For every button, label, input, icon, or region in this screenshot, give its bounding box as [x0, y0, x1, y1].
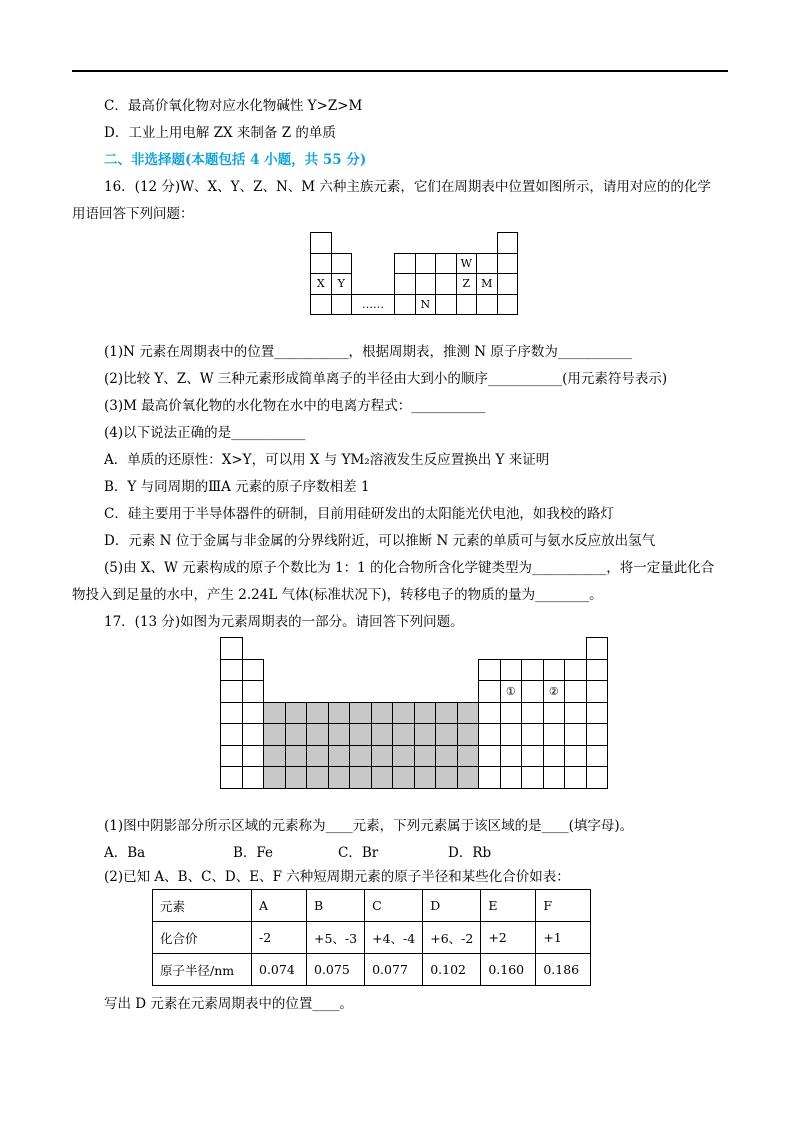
pt2-transition-cell	[392, 745, 415, 768]
pt1-cell	[497, 253, 519, 275]
pt2-cell	[543, 702, 566, 725]
pt2-cell	[500, 702, 523, 725]
pt2-transition-cell	[435, 766, 458, 789]
pt2-transition-cell	[371, 702, 394, 725]
pt2-transition-cell	[414, 745, 437, 768]
pt2-cell	[586, 745, 609, 768]
table-cell: 0.075	[307, 954, 365, 986]
pt2-transition-cell	[349, 766, 372, 789]
table-cell: B	[307, 890, 365, 922]
pt2-transition-cell	[457, 723, 480, 746]
table-cell: 0.102	[423, 954, 481, 986]
pt2-transition-cell	[349, 702, 372, 725]
pt1-cell	[476, 294, 498, 316]
pt2-transition-cell	[435, 723, 458, 746]
question-17-part1: (1)图中阴影部分所示区域的元素称为____元素，下列元素属于该区域的是____(填字母)。	[104, 818, 634, 834]
pt1-cell-x: X	[310, 273, 332, 295]
header-rule	[72, 70, 728, 72]
table-cell: E	[481, 890, 536, 922]
pt2-transition-cell	[414, 702, 437, 725]
table-cell: +5、-3	[307, 922, 365, 954]
pt2-cell	[564, 659, 587, 682]
pt2-cell	[478, 723, 501, 746]
question-16-line1: 16．(12 分)W、X、Y、Z、N、M 六种主族元素，它们在周期表中位置如图所示，请用对应的的化学	[104, 179, 711, 195]
table-row	[153, 954, 591, 986]
pt2-cell	[586, 723, 609, 746]
pt1-cell	[415, 253, 437, 275]
option-c-line: C．最高价氧化物对应水化物碱性 Y>Z>M	[104, 98, 363, 114]
pt2-cell	[586, 702, 609, 725]
pt1-transition-cell: ……	[351, 294, 395, 316]
pt1-cell-m: M	[476, 273, 498, 295]
pt2-transition-cell	[285, 745, 308, 768]
option-d-line: D．工业上用电解 ZX 来制备 Z 的单质	[104, 125, 336, 141]
pt2-cell	[543, 766, 566, 789]
pt2-cell	[478, 766, 501, 789]
pt1-cell-z: Z	[456, 273, 478, 295]
question-16-part4: (4)以下说法正确的是___________	[104, 425, 306, 441]
pt2-transition-cell	[371, 745, 394, 768]
table-cell: +1	[536, 922, 591, 954]
choice-a: A．Ba	[104, 845, 146, 861]
table-cell: F	[536, 890, 591, 922]
pt2-transition-cell	[435, 702, 458, 725]
table-cell: +2	[481, 922, 536, 954]
pt2-cell	[586, 680, 609, 703]
pt1-cell	[435, 253, 457, 275]
pt2-transition-cell	[328, 702, 351, 725]
pt2-cell	[543, 723, 566, 746]
pt1-cell	[394, 273, 416, 295]
pt2-cell	[543, 745, 566, 768]
table-cell: 0.077	[365, 954, 423, 986]
pt2-transition-cell	[328, 766, 351, 789]
element-data-table	[152, 889, 591, 986]
pt2-cell	[521, 659, 544, 682]
table-cell: -2	[252, 922, 307, 954]
question-16-line2: 用语回答下列问题：	[72, 206, 194, 222]
pt2-cell	[521, 680, 544, 703]
pt2-cell	[220, 637, 243, 660]
pt2-cell	[543, 659, 566, 682]
pt2-transition-cell	[392, 766, 415, 789]
table-cell: C	[365, 890, 423, 922]
pt2-transition-cell	[285, 766, 308, 789]
pt2-cell	[242, 723, 265, 746]
pt1-cell	[497, 232, 519, 254]
pt2-transition-cell	[306, 723, 329, 746]
pt2-transition-cell	[435, 745, 458, 768]
question-16-part2: (2)比较 Y、Z、W 三种元素形成简单离子的半径由大到小的顺序___________(用元素符号表示)	[104, 371, 668, 387]
row-header-cell: 原子半径/nm	[153, 954, 252, 986]
pt1-cell	[497, 294, 519, 316]
pt2-transition-cell	[285, 723, 308, 746]
pt2-cell	[564, 680, 587, 703]
pt2-cell	[220, 702, 243, 725]
pt2-cell	[220, 659, 243, 682]
pt2-cell-mark2: ②	[543, 680, 566, 703]
question-16-part5-line1: (5)由 X、W 元素构成的原子个数比为 1：1 的化合物所含化学键类型为___________，将一定量此化合	[104, 560, 715, 576]
question-16-part5-line2: 物投入到足量的水中，产生 2.24L 气体(标准状况下)，转移电子的物质的量为________。	[72, 587, 603, 603]
pt1-cell	[415, 273, 437, 295]
option-b-line: B．Y 与同周期的ⅢA 元素的原子序数相差 1	[104, 479, 370, 495]
pt1-cell-y: Y	[331, 273, 353, 295]
table-row	[153, 890, 591, 922]
pt2-cell	[586, 659, 609, 682]
option-a-line: A．单质的还原性：X>Y，可以用 X 与 YM₂溶液发生反应置换出 Y 来证明	[104, 452, 550, 468]
pt2-transition-cell	[349, 723, 372, 746]
pt2-cell	[242, 702, 265, 725]
pt2-transition-cell	[263, 702, 286, 725]
pt2-cell	[586, 766, 609, 789]
pt2-cell	[586, 637, 609, 660]
pt1-cell	[456, 294, 478, 316]
pt2-transition-cell	[457, 702, 480, 725]
row-header-cell: 化合价	[153, 922, 252, 954]
pt2-transition-cell	[371, 723, 394, 746]
section-heading: 二、非选择题(本题包括 4 小题，共 55 分)	[104, 152, 367, 168]
question-17-part2: (2)已知 A、B、C、D、E、F 六种短周期元素的原子半径和某些化合价如表：	[104, 869, 570, 885]
pt1-cell-n: N	[415, 294, 437, 316]
question-16-part1: (1)N 元素在周期表中的位置___________，根据周期表，推测 N 原子序数为___________	[104, 344, 633, 360]
pt2-cell	[564, 702, 587, 725]
pt2-cell	[478, 659, 501, 682]
pt1-cell-w: W	[456, 253, 478, 275]
pt2-transition-cell	[306, 745, 329, 768]
table-row	[153, 922, 591, 954]
pt2-transition-cell	[263, 766, 286, 789]
table-cell: 0.186	[536, 954, 591, 986]
table-cell: +4、-4	[365, 922, 423, 954]
pt2-transition-cell	[306, 702, 329, 725]
pt2-cell	[242, 745, 265, 768]
question-17-part2-ask: 写出 D 元素在元素周期表中的位置____。	[104, 996, 353, 1012]
pt1-cell	[435, 294, 457, 316]
pt2-cell	[478, 702, 501, 725]
pt2-cell	[500, 745, 523, 768]
pt2-cell	[242, 680, 265, 703]
pt1-cell	[435, 273, 457, 295]
pt2-transition-cell	[392, 723, 415, 746]
pt1-cell	[331, 294, 353, 316]
pt2-transition-cell	[457, 766, 480, 789]
pt2-cell	[220, 766, 243, 789]
pt2-transition-cell	[392, 702, 415, 725]
question-16-part3: (3)M 最高价氧化物的水化物在水中的电离方程式：___________	[104, 398, 486, 414]
pt2-cell	[500, 766, 523, 789]
pt2-cell	[220, 745, 243, 768]
pt2-transition-cell	[306, 766, 329, 789]
pt2-transition-cell	[414, 723, 437, 746]
pt2-cell	[564, 723, 587, 746]
choice-c: C．Br	[338, 845, 379, 861]
pt2-transition-cell	[263, 723, 286, 746]
option-c-line-2: C．硅主要用于半导体器件的研制，目前用硅研发出的太阳能光伏电池，如我校的路灯	[104, 506, 614, 522]
pt2-cell	[220, 723, 243, 746]
pt1-cell	[497, 273, 519, 295]
pt1-cell	[476, 253, 498, 275]
pt2-transition-cell	[371, 766, 394, 789]
pt2-transition-cell	[457, 745, 480, 768]
pt2-transition-cell	[349, 745, 372, 768]
table-cell: 0.074	[252, 954, 307, 986]
pt2-cell	[521, 745, 544, 768]
pt2-cell	[500, 659, 523, 682]
pt2-cell	[242, 766, 265, 789]
pt1-cell	[394, 253, 416, 275]
pt2-transition-cell	[285, 702, 308, 725]
row-header-cell: 元素	[153, 890, 252, 922]
pt1-cell	[394, 294, 416, 316]
pt2-transition-cell	[328, 723, 351, 746]
pt1-cell	[331, 253, 353, 275]
choice-d: D．Rb	[448, 845, 492, 861]
pt2-cell	[521, 702, 544, 725]
table-cell: +6、-2	[423, 922, 481, 954]
pt2-transition-cell	[263, 745, 286, 768]
pt1-cell	[310, 294, 332, 316]
table-cell: A	[252, 890, 307, 922]
pt2-cell	[564, 745, 587, 768]
table-cell: 0.160	[481, 954, 536, 986]
pt2-transition-cell	[328, 745, 351, 768]
pt1-cell	[310, 232, 332, 254]
pt2-cell	[521, 766, 544, 789]
pt1-cell	[310, 253, 332, 275]
pt2-transition-cell	[414, 766, 437, 789]
pt2-cell	[242, 659, 265, 682]
option-d-line-2: D．元素 N 位于金属与非金属的分界线附近，可以推断 N 元素的单质可与氨水反应放出氢气	[104, 533, 656, 549]
pt2-cell	[521, 723, 544, 746]
question-17-line: 17．(13 分)如图为元素周期表的一部分。请回答下列问题。	[104, 614, 464, 630]
table-cell: D	[423, 890, 481, 922]
pt2-cell	[220, 680, 243, 703]
pt2-cell	[500, 723, 523, 746]
pt2-cell	[478, 745, 501, 768]
choice-b: B．Fe	[233, 845, 274, 861]
pt2-cell-mark1: ①	[500, 680, 523, 703]
pt2-cell	[478, 680, 501, 703]
pt2-cell	[564, 766, 587, 789]
